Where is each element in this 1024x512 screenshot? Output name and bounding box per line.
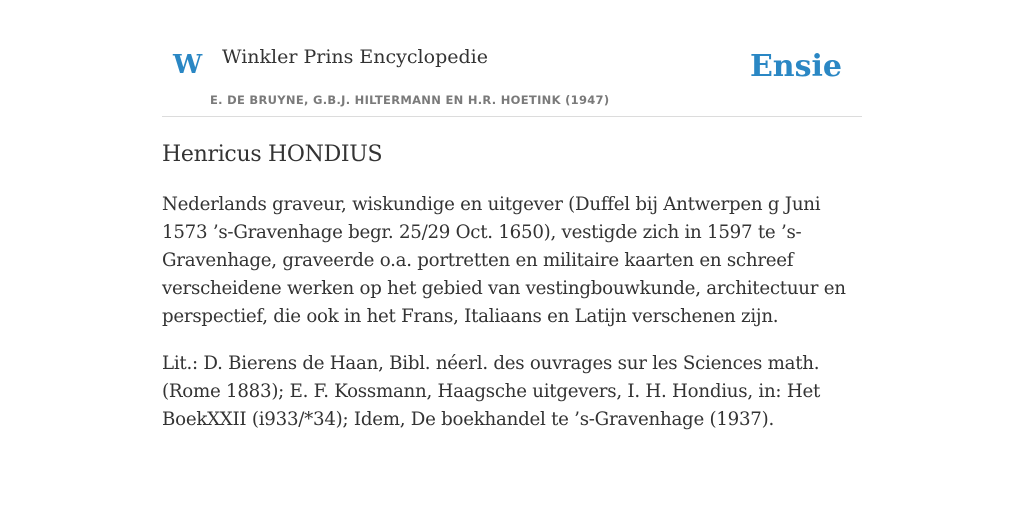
entry-literature: Lit.: D. Bierens de Haan, Bibl. néerl. des ouvrages sur les Sciences math. (Rome 1883); E. F. Kossmann, Haagsche uitgevers, I. H. Hondius, in: Het BoekXXII (i933/*34); Idem, De boekhandel te ’s-Gravenhage (1937). <box>162 353 821 430</box>
entry-description: Nederlands graveur, wiskundige en uitgever (Duffel bij Antwerpen g Juni 1573 ’s-Gravenhage begr. 25/29 Oct. 1650), vestigde zich in 1597 te ’s-Gravenhage, graveerde o.a. portretten en militaire kaarten en schreef verscheidene werken op het gebied van vestingbouwkunde, architectuur en perspectief, die ook in het Frans, Italiaans en Latijn verschenen zijn. <box>162 194 846 327</box>
encyclopedia-authors: E. DE BRUYNE, G.B.J. HILTERMANN EN H.R. HOETINK (1947) <box>210 93 610 107</box>
entry-title: Henricus HONDIUS <box>162 142 383 167</box>
ensie-logo-link[interactable]: Ensie <box>749 49 842 84</box>
site-header <box>162 0 862 117</box>
entry-content <box>162 140 862 434</box>
encyclopedia-logo[interactable]: W <box>173 50 203 80</box>
encyclopedia-title[interactable]: Winkler Prins Encyclopedie <box>222 46 488 68</box>
